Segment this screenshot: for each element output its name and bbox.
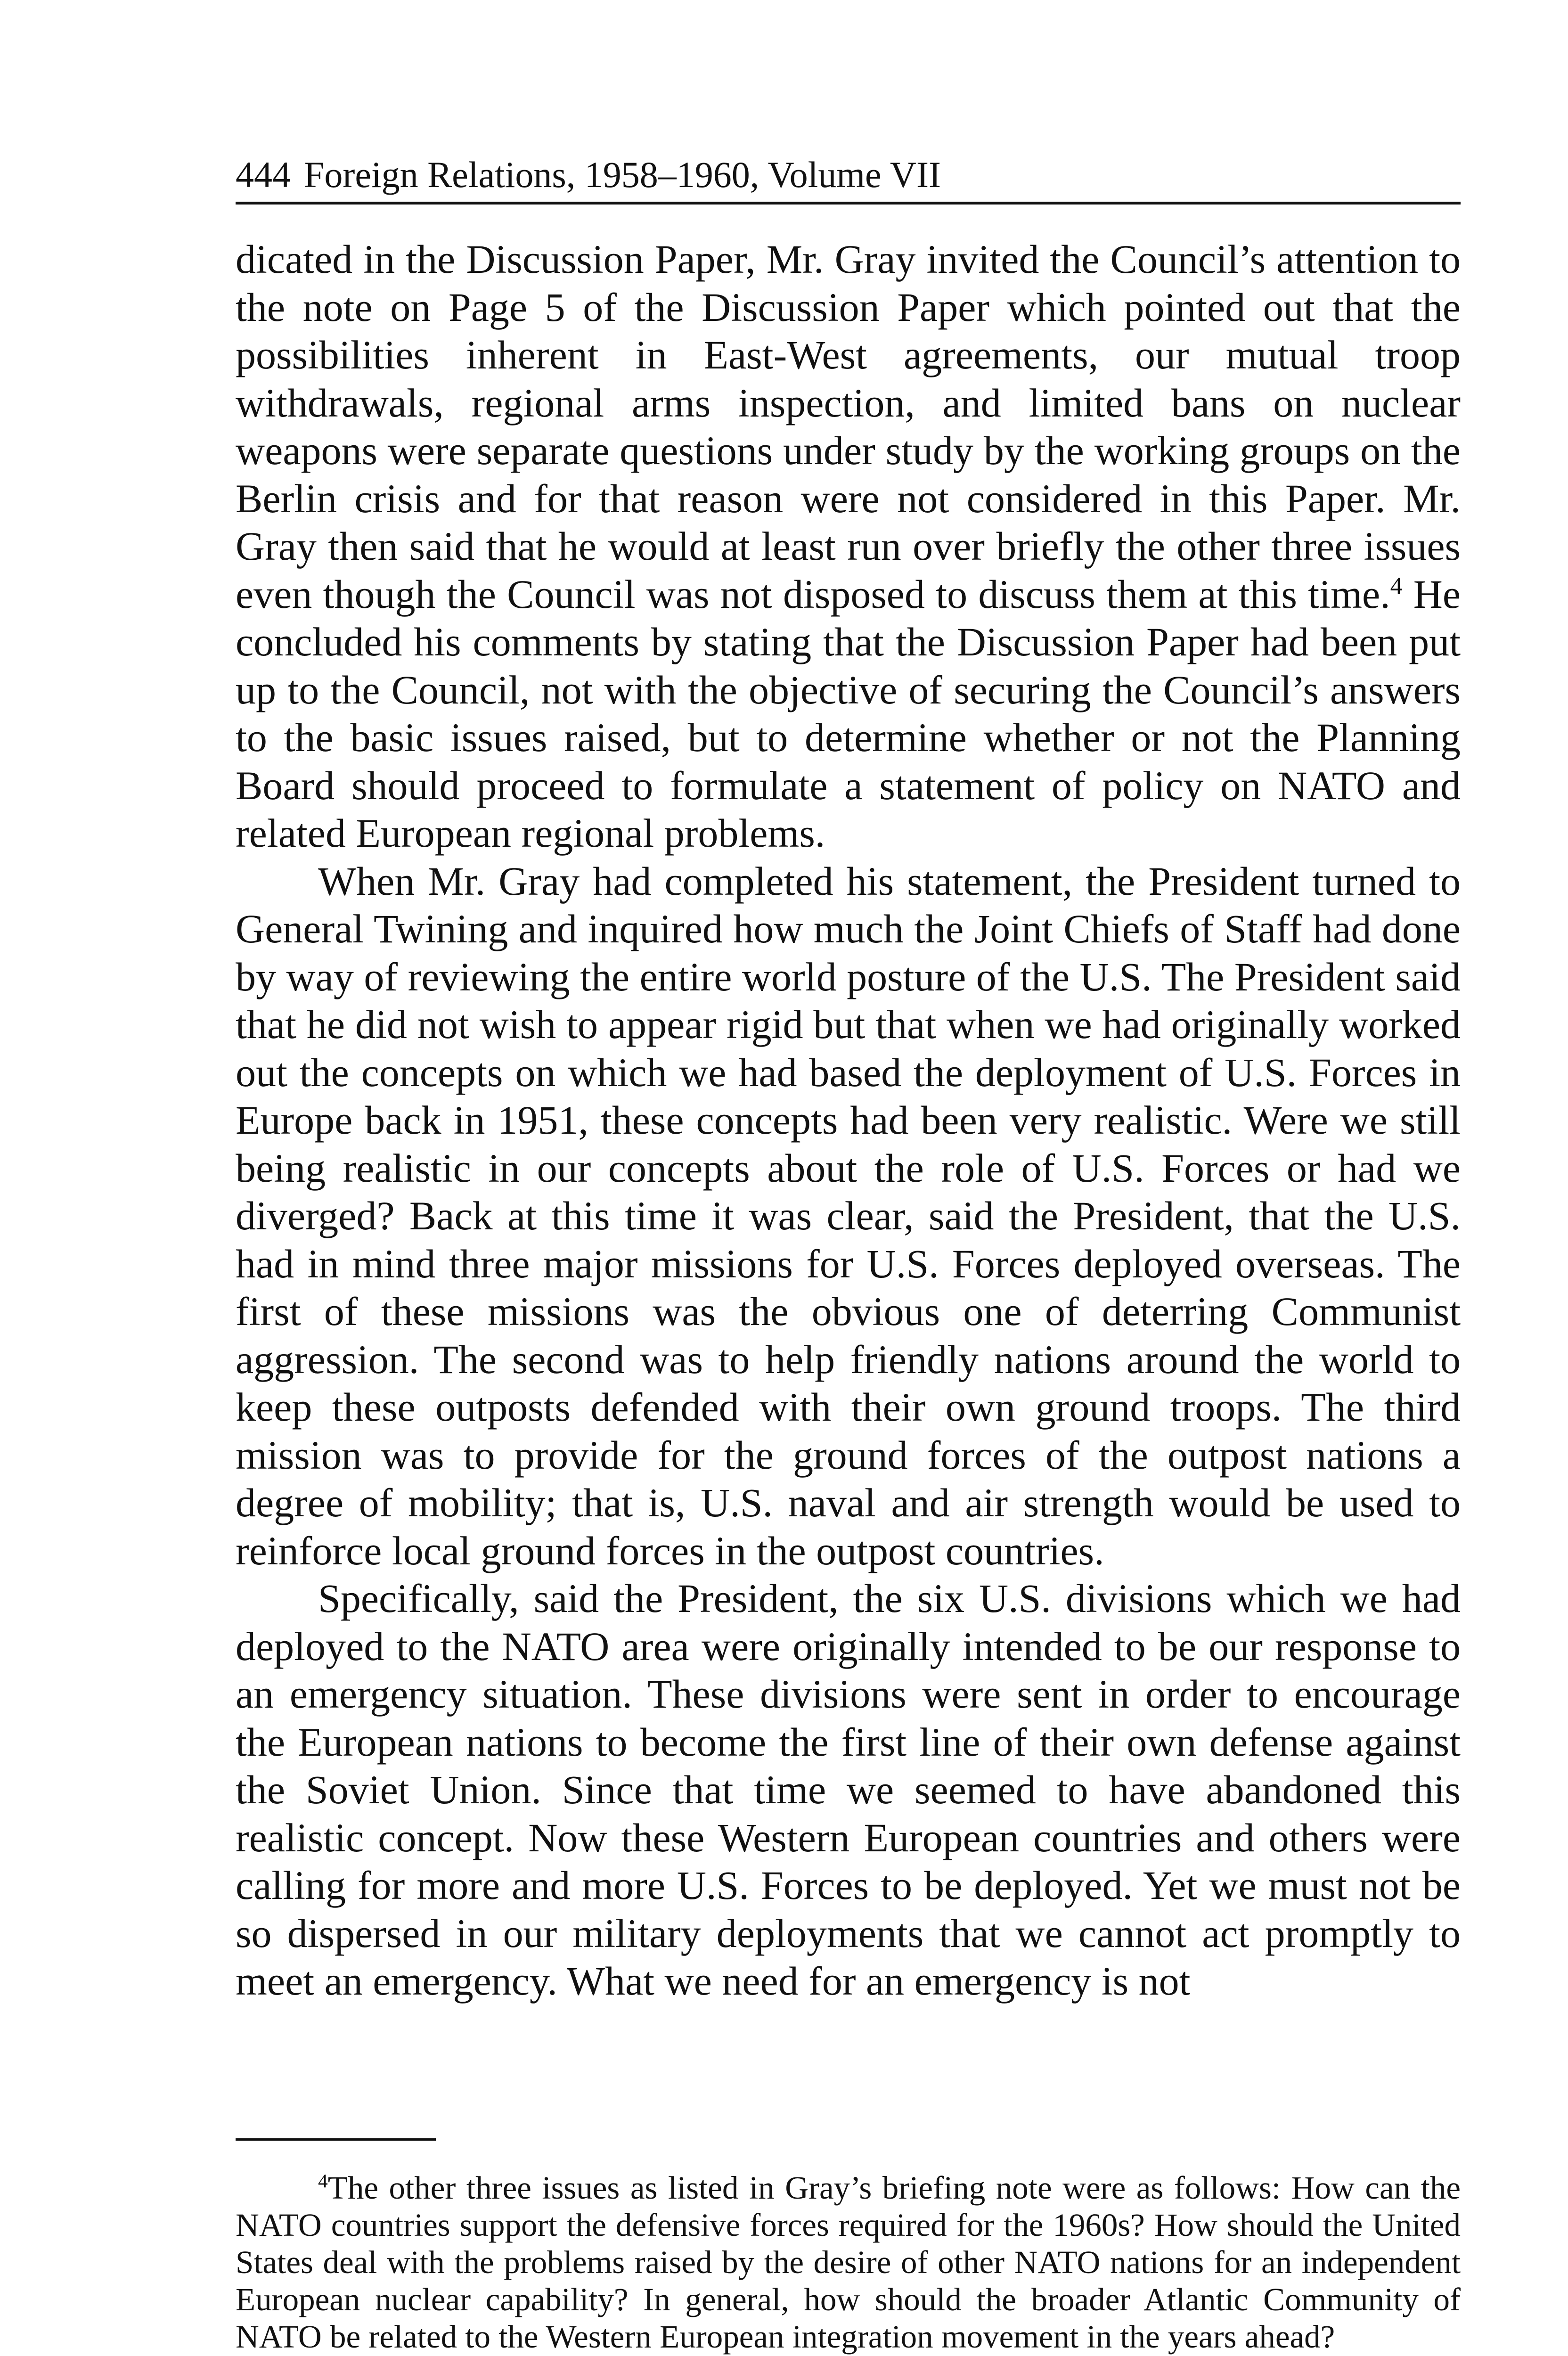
footnote-rule [236, 2138, 436, 2141]
body-text [236, 236, 1461, 2005]
header-rule [236, 202, 1461, 205]
running-head [236, 156, 941, 193]
paragraph-3: Specifically, said the President, the six U.S. divisions which we had deployed to the NATO area were originally intended to be our response to an emergency situation. These divisions were sent in order to encourage the European nations to become the first line of their own defense against the Soviet Union. Since that time we seemed to have abandoned this realistic concept. Now these Western European countries and others were calling for more and more U.S. Forces to be deployed. Yet we must not be so dispersed in our military deployments that we cannot act promptly to meet an emergency. What we need for an emergency is not [236, 1576, 1461, 2004]
page-number: 444 [236, 154, 291, 195]
footnote-number: 4 [318, 2170, 328, 2192]
footnote-text: The other three issues as listed in Gray’s briefing note were as follows: How can the NATO countries support the defensive forces required for the 1960s? How should the United States deal with the problems raised by the desire of other NATO nations for an independent European nuclear capability? In general, how should the broader Atlantic Community of NATO be related to the Western European integration movement in the years ahead? [236, 2170, 1461, 2355]
paragraph-1-text-continued: He concluded his comments by stating that the Discussion Paper had been put up to the Council, not with the objective of securing the Council’s answers to the basic issues raised, but to determine whether or not the Planning Board should proceed to formulate a statement of policy on NATO and related European regional problems. [236, 571, 1461, 856]
paragraph-2: When Mr. Gray had completed his statement, the President turned to General Twining and inquired how much the Joint Chiefs of Staff had done by way of reviewing the entire world posture of the U.S. The President said that he did not wish to appear rigid but that when we had originally worked out the concepts on which we had based the deployment of U.S. Forces in Europe back in 1951, these concepts had been very realistic. Were we still being realistic in our concepts about the role of U.S. Forces or had we diverged? Back at this time it was clear, said the President, that the U.S. had in mind three major missions for U.S. Forces deployed overseas. The first of these missions was the obvious one of deterring Communist aggression. The second was to help friendly nations around the world to keep these outposts defended with their own ground troops. The third mission was to provide for the ground forces of the outpost nations a degree of mobility; that is, U.S. naval and air strength would be used to reinforce local ground forces in the outpost countries. [236, 858, 1461, 1573]
running-head-title: Foreign Relations, 1958–1960, Volume VII [304, 154, 941, 195]
paragraph-1-text: dicated in the Discussion Paper, Mr. Gray invited the Council’s attention to the note on Page 5 of the Discussion Paper which pointed out that the possibilities inherent in East-West agreements, our mutual troop withdrawals, regional arms inspection, and limited bans on nuclear weapons were separate questions under study by the working groups on the Berlin crisis and for that reason were not considered in this Paper. Mr. Gray then said that he would at least run over briefly the other three issues even though the Council was not disposed to discuss them at this time. [236, 237, 1461, 617]
footnote-reference[interactable]: 4 [1390, 572, 1403, 599]
paragraph-1 [236, 236, 1461, 858]
footnote [236, 2169, 1461, 2356]
